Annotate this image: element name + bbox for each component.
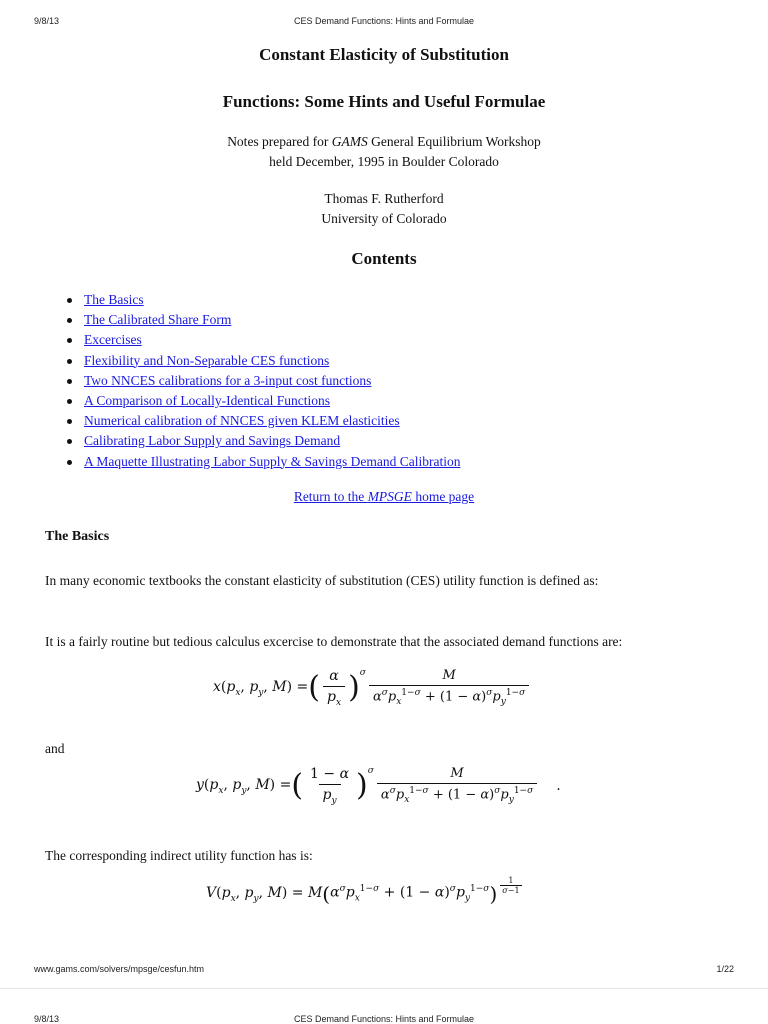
page-divider bbox=[0, 988, 768, 989]
toc-link-flexibility[interactable]: Flexibility and Non-Separable CES functions bbox=[84, 352, 330, 368]
text-and: and bbox=[45, 741, 65, 756]
equation-x-demand: $x(p_x$, $p_y$, M) = ( $\frac{\alpha}{p_x}$ ) $^\sigma$ $\frac{M}{\alpha^\sigma p_x^{1-\sigma} + (1 - \alpha)^\sigma p_y^{1-\sigma}}$ bbox=[213, 668, 532, 708]
paragraph-demand-functions: It is a fairly routine but tedious calculus excercise to demonstrate that the associated demand functions are: bbox=[45, 634, 623, 649]
contents-heading: Contents bbox=[351, 249, 417, 268]
toc-link-excercises[interactable]: Excercises bbox=[84, 332, 142, 348]
toc-item bbox=[84, 330, 460, 350]
toc-item bbox=[84, 290, 460, 310]
gams-name: GAMS bbox=[331, 134, 368, 149]
toc-item bbox=[84, 411, 460, 431]
next-header-title: CES Demand Functions: Hints and Formulae bbox=[293, 1014, 475, 1024]
toc-link-comparison[interactable]: A Comparison of Locally-Identical Functions bbox=[84, 392, 330, 408]
toc-item bbox=[84, 391, 460, 411]
next-header-date: 9/8/13 bbox=[34, 1014, 60, 1024]
header-title: CES Demand Functions: Hints and Formulae bbox=[293, 16, 475, 26]
toc-link-basics[interactable]: The Basics bbox=[84, 292, 144, 307]
equation-y-demand: $y(p_x$, $p_y$, M) = ( $\frac{1 - \alpha}{p_y}$ ) $^\sigma$ $\frac{M}{\alpha^\sigma p_x^{1-\sigma} + (1 - \alpha)^\sigma p_y^{1-\sigma}}$ . bbox=[196, 766, 561, 806]
toc-link-calibrated-share-form[interactable]: The Calibrated Share Form bbox=[84, 312, 232, 328]
toc-link-nnces-calibrations[interactable]: Two NNCES calibrations for a 3-input cost functions bbox=[84, 372, 372, 388]
toc-item bbox=[84, 351, 460, 371]
page-title: Constant Elasticity of Substitution bbox=[259, 45, 509, 64]
paragraph-indirect-utility: The corresponding indirect utility function has is: bbox=[45, 848, 313, 863]
toc-link-numerical-calibration[interactable]: Numerical calibration of NNCES given KLEM elasticities bbox=[84, 413, 400, 429]
toc-link-maquette[interactable]: A Maquette Illustrating Labor Supply & Savings Demand Calibration bbox=[84, 453, 461, 469]
notes-line2: held December, 1995 in Boulder Colorado bbox=[269, 154, 499, 169]
toc-item bbox=[84, 371, 460, 391]
toc-item bbox=[84, 452, 460, 472]
author-name: Thomas F. Rutherford bbox=[324, 191, 444, 206]
return-home-link[interactable]: Return to the MPSGE home page bbox=[293, 489, 475, 504]
paragraph-ces-definition: In many economic textbooks the constant elasticity of substitution (CES) utility function is defined as: bbox=[45, 573, 599, 588]
footer-page-number: 1/22 bbox=[716, 964, 734, 974]
notes-block: Notes prepared for GAMS General Equilibrium Workshop held December, 1995 in Boulder Colorado bbox=[0, 132, 768, 172]
author-affiliation: University of Colorado bbox=[321, 211, 447, 226]
toc-link-labor-supply[interactable]: Calibrating Labor Supply and Savings Demand bbox=[84, 433, 341, 449]
section-heading-basics: The Basics bbox=[45, 529, 110, 544]
equation-indirect-utility: $V(p_x$, $p_y$, M) = M ( $\alpha^\sigma p_x^{1-\sigma} + (1 - \alpha)^\sigma p_y^{1-\sigma}$ ) $\frac{1}{\sigma-1}$ bbox=[206, 876, 520, 906]
page-subtitle: Functions: Some Hints and Useful Formulae bbox=[222, 92, 546, 111]
author-block bbox=[0, 189, 768, 229]
table-of-contents bbox=[84, 290, 460, 472]
toc-item bbox=[84, 310, 460, 330]
return-line bbox=[0, 487, 768, 507]
toc-item bbox=[84, 431, 460, 451]
footer-url: www.gams.com/solvers/mpsge/cesfun.htm bbox=[34, 964, 205, 974]
header-date: 9/8/13 bbox=[34, 16, 60, 26]
